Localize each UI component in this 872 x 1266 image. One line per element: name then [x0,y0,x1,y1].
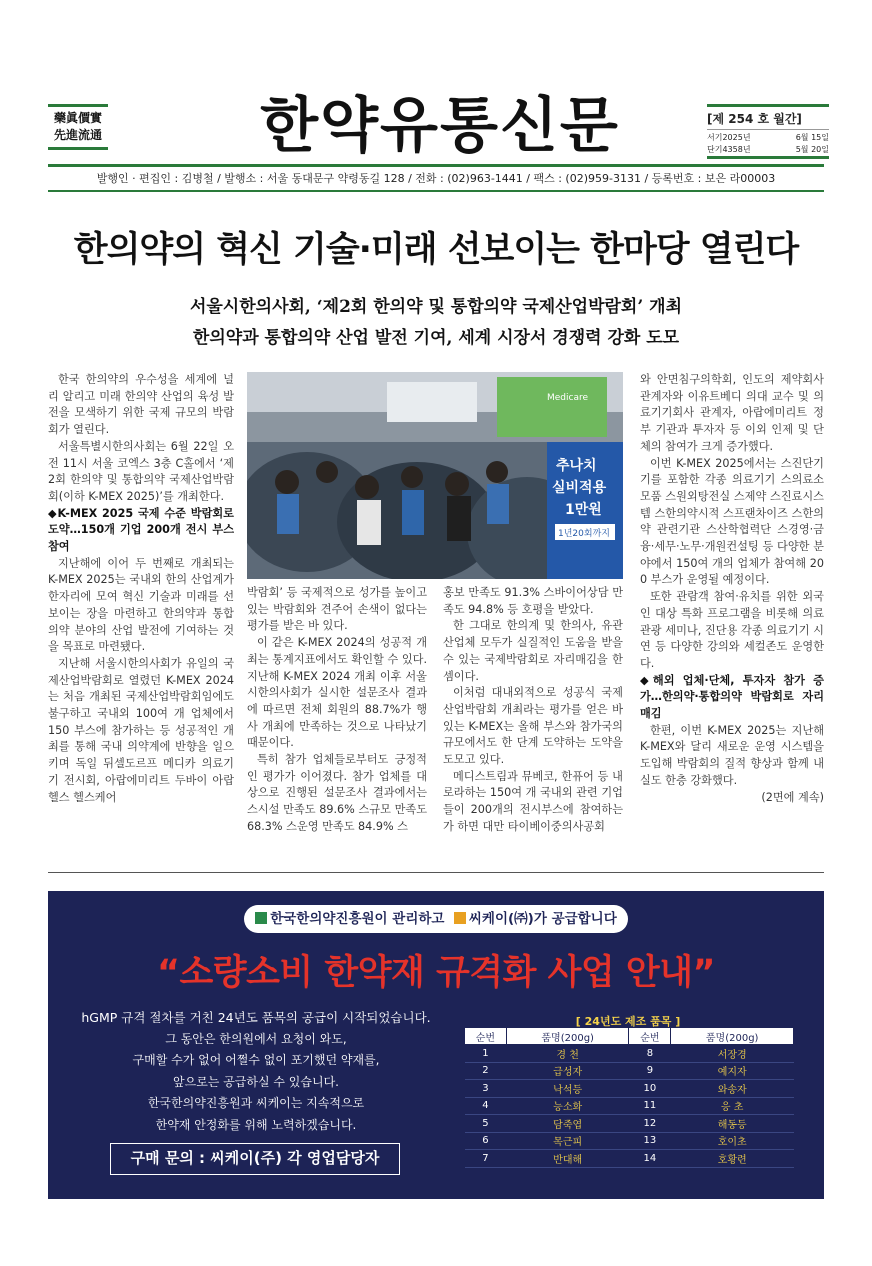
ck-logo-icon [454,912,466,924]
table-cell-number: 5 [465,1115,507,1133]
table-cell-number: 10 [629,1080,671,1098]
article-column-4 [640,372,824,854]
table-cell-number: 14 [629,1150,671,1168]
article-column-3 [443,585,623,853]
continued-note: (2면에 계속) [761,790,824,804]
ad-line: 한국한의약진흥원과 씨케이는 지속적으로 [147,1096,365,1110]
table-cell-item: 목근피 [506,1132,629,1150]
subhead-1: 서울시한의사회, ‘제2회 한의약 및 통합의약 국제산업박람회’ 개최 [189,297,683,317]
paragraph: 박람회’ 등 국제적으로 성가를 높이고 있는 박람회와 견주어 손색이 없다는 평가를 받은 바 있다. [247,586,427,633]
issue-box [707,104,829,159]
table-row [465,1150,794,1168]
ad-sponsor-banner [244,905,628,933]
paragraph: 지난해 서울시한의사회가 유일의 국제산업박람회로 열렸던 K-MEX 2024는 처음 개최된 국제산업박람회임에도 불구하고 국내외 100여 개 업체에서 150 부스에 참가하는 등 성공적인 개최를 통해 국내 의약계에 반향을 일으키며 독일 뒤셀도르프 메디카 의료기기 전시회, 아랍에미리트 두바이 아랍헬스 헬스케어 [48,656,234,804]
table-cell-item: 급성자 [506,1062,629,1080]
ad-title: “소량소비 한약재 규격화 사업 안내” [156,953,716,993]
issue-number: [제 254 호 월간] [707,110,829,130]
paragraph: 이 같은 K-MEX 2024의 성공적 개최는 통계지표에서도 확인할 수 있다. 지난해 K-MEX 2024 개최 이후 서울시한의사회가 실시한 설문조사 결과에 따르면 전체 회원의 88.7%가 행사 개최에 만족하는 것으로 나타났기 때문이다. [247,636,427,750]
table-cell-item: 능소화 [506,1097,629,1115]
ad-sponsor-left: 한국한의약진흥원이 관리하고 [270,911,445,927]
paragraph: 한 그대로 한의계 및 한의사, 유관 산업체 모두가 실질적인 도움을 받을 수 있는 국제박람회로 자리매김을 한 셈이다. [443,619,623,683]
table-cell-item: 해동등 [671,1115,794,1133]
table-cell-number: 7 [465,1150,507,1168]
table-cell-item: 호이초 [671,1132,794,1150]
paragraph: 지난해에 이어 두 번째로 개최되는 K-MEX 2025는 국내외 한의 산업계가 한자리에 모여 혁신 기술과 미래를 선보이는 장을 마련하고 한의약과 통합의약 분야의 산업 발전에 기여하는 것을 목표로 마련됐다. [48,556,234,654]
table-cell-number: 2 [465,1062,507,1080]
publisher-line: 발행인 · 편집인 : 김병철 / 발행소 : 서울 동대문구 약령동길 128 / 전화 : (02)963-1441 / 팩스 : (02)959-3131 / 등록번호 : 보은 라00003 [48,164,824,192]
kiom-logo-icon [255,912,267,924]
table-cell-number: 8 [629,1045,671,1063]
article-column-2 [247,585,427,853]
ad-line: hGMP 규격 절차를 거친 24년도 품목의 공급이 시작되었습니다. [81,1010,431,1025]
table-cell-item: 낙석등 [506,1080,629,1098]
date-lunar-label: 단기4358년 [707,145,751,154]
table-cell-item: 호황련 [671,1150,794,1168]
photo-sign-line-1: 추나치 [556,458,597,474]
newspaper-title: 한약유통신문 [260,91,620,161]
paragraph: 이번 K-MEX 2025에서는 스진단기기를 포함한 각종 의료기기 스의료소모품 스원외탕전실 스제약 스진료시스템 스한의약시적 스프랜차이즈 스한의약 관련기관 스산학협력단 스경영·금융·세무·노무·개원컨설팅 등 다양한 분야에서 150여 개의 업체가 참여해 200 부스가 운영될 예정이다. [640,456,824,587]
table-cell-item: 경 천 [506,1045,629,1063]
paragraph: 서울특별시한의사회는 6월 22일 오전 11시 서울 코엑스 3층 C홀에서 ‘제2회 한의약 및 통합의약 국제산업박람회(이하 K-MEX 2025)’를 개최한다. [48,439,234,503]
photo-sign-small: 1년20회까지 [558,529,610,539]
table-cell-number: 1 [465,1045,507,1063]
table-cell-item: 예지자 [671,1062,794,1080]
product-table [464,1027,794,1168]
paragraph: 이처럼 대내외적으로 성공식 국제산업박람회 개최라는 평가를 얻은 바 있는 K-MEX는 올해 부스와 참가국의 규모에서도 한 단계 도약하는 도약을 도모고 있다. [443,686,623,767]
paragraph: 메디스트림과 뮤베코, 한퓨어 등 내로라하는 150여 개 국내외 관련 기업들이 200개의 전시부스에 참여하는가 하면 대만 타이베이중의사공회 [443,769,623,833]
advertisement [48,891,824,1199]
expo-photo [247,372,623,579]
paragraph: 한국 한의약의 우수성을 세계에 널리 알리고 미래 한의약 산업의 육성 발전을 모색하기 위한 국제 규모의 박람회가 열린다. [48,373,234,437]
paragraph: 홍보 만족도 91.3% 스바이어상담 만족도 94.8% 등 호평을 받았다. [443,586,623,616]
section-heading: ◆K-MEX 2025 국제 수준 박람회로 도약…150개 기업 200개 전시 부스 참여 [48,506,234,554]
headline: 한의약의 혁신 기술·미래 선보이는 한마당 열린다 [73,230,799,270]
table-cell-item: 담죽엽 [506,1115,629,1133]
table-row [465,1132,794,1150]
ad-table-title: [ 24년도 제조 품목 ] [575,1015,681,1028]
table-cell-item: 와송자 [671,1080,794,1098]
table-cell-number: 6 [465,1132,507,1150]
ad-line: 구매할 수가 없어 어쩔수 없이 포기했던 약재를, [132,1053,380,1067]
table-header: 품명(200g) [671,1028,794,1045]
article-column-1 [48,372,234,852]
table-row [465,1115,794,1133]
table-header: 품명(200g) [506,1028,629,1045]
date-solar: 6월 15일 [795,133,829,142]
table-cell-number: 9 [629,1062,671,1080]
table-row [465,1062,794,1080]
table-cell-item: 서장경 [671,1045,794,1063]
table-cell-number: 12 [629,1115,671,1133]
paragraph: 또한 관람객 참여·유치를 위한 외국인 대상 특화 프로그램을 비롯해 의료관광 세미나, 진단용 각종 의료기기 시연 등 다양한 강의와 세컬존도 운영한다. [640,590,824,670]
ad-line: 그 동안은 한의원에서 요청이 와도, [165,1031,347,1046]
motto-line-2: 先進流通 [53,128,102,142]
photo-sign-line-2: 실비적용 [552,480,607,496]
motto-line-1: 藥眞價實 [53,111,102,125]
ad-sponsor-right: 씨케이(㈜)가 공급합니다 [468,911,617,927]
paragraph: 한편, 이번 K-MEX 2025는 지난해 K-MEX와 달리 새로운 운영 시스템을 도입해 박람회의 질적 향상과 함께 내실도 한층 강화했다. [640,723,824,787]
subhead-2: 한의약과 통합의약 산업 발전 기여, 세계 시장서 경쟁력 강화 도모 [192,328,680,348]
table-header: 순번 [629,1028,671,1045]
table-cell-item: 반대해 [506,1150,629,1168]
ad-line: 한약재 안정화를 위해 노력하겠습니다. [155,1117,357,1132]
table-header: 순번 [465,1028,507,1045]
table-row [465,1097,794,1115]
photo-banner-text: Medicare [547,393,589,403]
section-heading: ◆해외 업체·단체, 투자자 참가 증가…한의약·통합의약 박람회로 자리매김 [640,673,824,721]
table-cell-number: 3 [465,1080,507,1098]
section-divider [48,872,824,873]
table-cell-number: 11 [629,1097,671,1115]
ad-body [76,1007,436,1136]
table-cell-number: 13 [629,1132,671,1150]
table-row [465,1080,794,1098]
ad-contact-box: 구매 문의 : 씨케이(주) 각 영업담당자 [110,1143,400,1175]
date-solar-label: 서기2025년 [707,133,751,142]
paragraph: 특히 참가 업체들로부터도 긍정적인 평가가 이어졌다. 참가 업체를 대상으로 진행된 설문조사 결과에서는 스시설 만족도 89.6% 스규모 만족도 68.3% 스운영 만족도 84.9% 스 [247,753,427,833]
table-header-row [465,1028,794,1045]
date-lunar: 5월 20일 [795,145,829,154]
table-cell-number: 4 [465,1097,507,1115]
table-cell-item: 응 초 [671,1097,794,1115]
photo-sign-line-3: 1만원 [565,502,602,518]
paragraph: 와 안면침구의학회, 인도의 제약회사 관계자와 이유트베디 의대 교수 및 의료기기회사 관계자, 아랍에미리트 정부 기관과 투자자 등 이외 인제 및 단체의 참여가 크게 증가했다. [640,373,824,453]
motto [48,104,108,150]
table-row [465,1045,794,1063]
ad-line: 앞으로는 공급하실 수 있습니다. [173,1074,339,1089]
